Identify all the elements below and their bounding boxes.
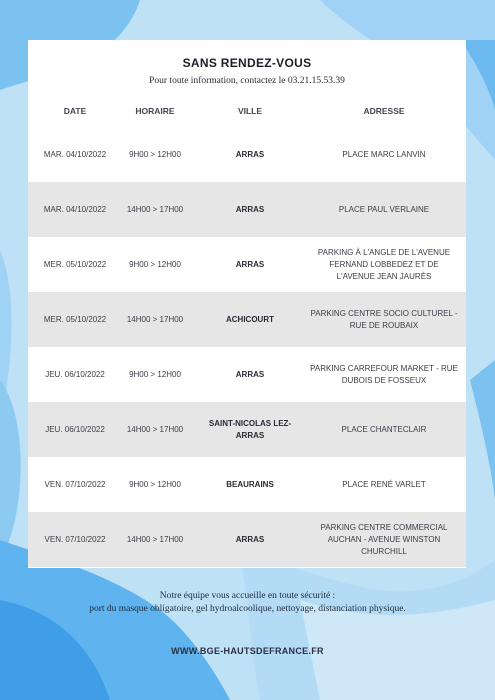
cell-date: JEU. 06/10/2022: [45, 369, 105, 379]
table-row: [28, 512, 466, 567]
cell-horaire: 9H00 > 12H00: [129, 259, 181, 269]
safety-note-intro: Notre équipe vous accueille en toute sécurité :: [159, 591, 336, 601]
cell-horaire: 9H00 > 12H00: [129, 369, 181, 379]
cell-date: VEN. 07/10/2022: [44, 479, 106, 489]
header-horaire: HORAIRE: [135, 106, 175, 116]
cell-ville: SAINT-NICOLAS LEZ-ARRAS: [208, 418, 292, 440]
table-header: [28, 106, 466, 120]
cell-ville: ARRAS: [235, 149, 265, 159]
cell-date: MER. 05/10/2022: [43, 259, 107, 269]
table-row: [28, 292, 466, 347]
cell-date: JEU. 06/10/2022: [45, 424, 105, 434]
table-row: [28, 182, 466, 237]
cell-ville: ACHICOURT: [226, 314, 274, 324]
schedule-card: [28, 40, 466, 568]
table-row: [28, 402, 466, 457]
cell-ville: BEAURAINS: [226, 479, 274, 489]
cell-adresse: PLACE PAUL VERLAINE: [338, 204, 430, 214]
cell-adresse: PLACE MARC LANVIN: [342, 149, 426, 159]
cell-adresse: PARKING CENTRE COMMERCIAL AUCHAN - AVENUE WINSTON CHURCHILL: [320, 522, 448, 556]
cell-ville: ARRAS: [235, 204, 265, 214]
table-row: [28, 237, 466, 292]
cell-ville: ARRAS: [235, 369, 265, 379]
cell-horaire: 14H00 > 17H00: [126, 534, 184, 544]
table-row: [28, 457, 466, 512]
safety-note-measures: port du masque obligatoire, gel hydroalcoolique, nettoyage, distanciation physique.: [89, 604, 406, 614]
header-date: DATE: [63, 106, 87, 116]
cell-horaire: 14H00 > 17H00: [126, 424, 184, 434]
table-row: [28, 127, 466, 182]
cell-date: MER. 05/10/2022: [43, 314, 107, 324]
cell-date: MAR. 04/10/2022: [43, 204, 107, 214]
header-adresse: ADRESSE: [363, 106, 405, 116]
cell-date: MAR. 04/10/2022: [43, 149, 107, 159]
cell-adresse: PLACE CHANTECLAIR: [341, 424, 427, 434]
table-body: [28, 127, 466, 567]
cell-horaire: 9H00 > 12H00: [129, 149, 181, 159]
table-row: [28, 347, 466, 402]
cell-ville: ARRAS: [235, 259, 265, 269]
header-ville: VILLE: [237, 106, 263, 116]
cell-adresse: PLACE RENÉ VARLET: [342, 479, 426, 489]
cell-adresse: PARKING CENTRE SOCIO CULTUREL - RUE DE ROUBAIX: [310, 308, 458, 330]
page-title: SANS RENDEZ-VOUS: [182, 56, 312, 70]
cell-adresse: PARKING CARREFOUR MARKET - RUE DUBOIS DE FOSSEUX: [310, 363, 458, 385]
contact-info: Pour toute information, contactez le 03.21.15.53.39: [149, 76, 345, 86]
website-link[interactable]: WWW.BGE-HAUTSDEFRANCE.FR: [171, 646, 324, 656]
cell-ville: ARRAS: [235, 534, 265, 544]
cell-horaire: 14H00 > 17H00: [126, 314, 184, 324]
cell-date: VEN. 07/10/2022: [44, 534, 106, 544]
cell-horaire: 14H00 > 17H00: [126, 204, 184, 214]
cell-adresse: PARKING À L'ANGLE DE L'AVENUE FERNAND LOBBEDEZ ET DE L'AVENUE JEAN JAURÈS: [317, 247, 451, 281]
cell-horaire: 9H00 > 12H00: [129, 479, 181, 489]
